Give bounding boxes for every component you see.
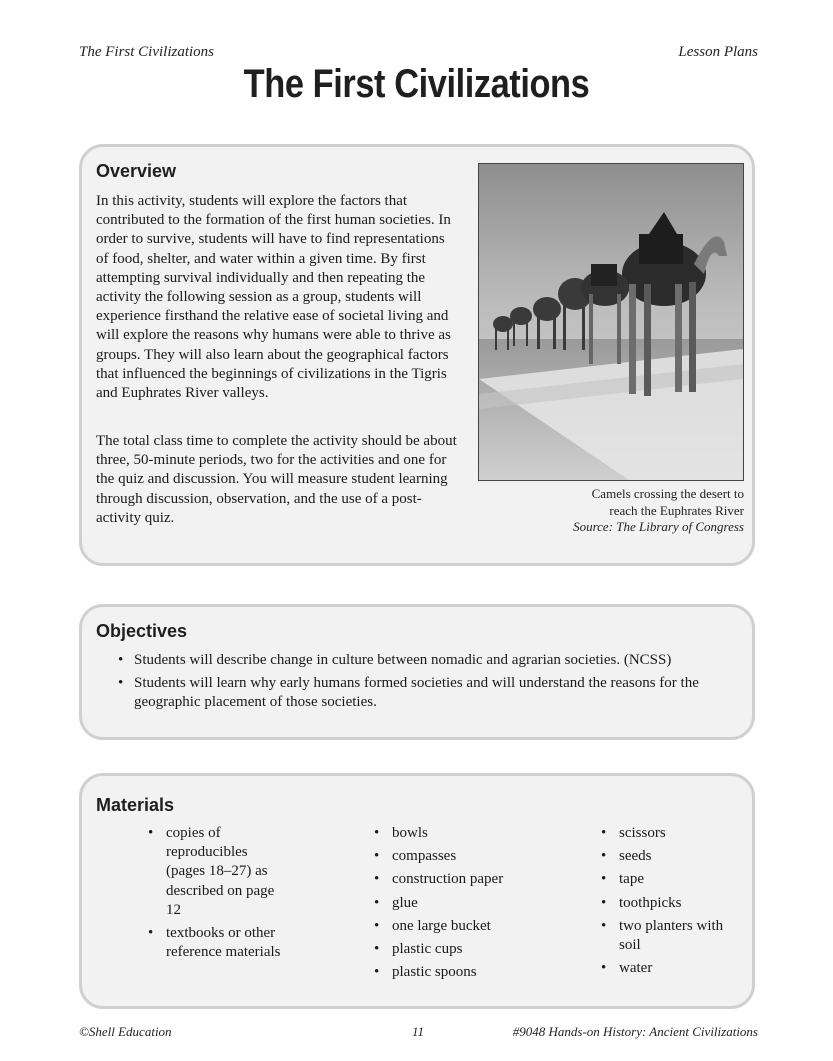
page-title: The First Civilizations xyxy=(243,62,590,106)
bullet-icon: • xyxy=(374,917,380,934)
caption-source: Source: The Library of Congress xyxy=(573,519,744,534)
material-text: plastic cups xyxy=(392,941,463,958)
overview-paragraph-2: The total class time to complete the activity should be about three, 50-minute periods, two for the activities and one for the quiz and discussion. You will measure student learning through discussion, observation, and the use of a post-activity quiz. xyxy=(96,433,457,526)
bullet-icon: • xyxy=(601,825,607,841)
bullet-icon: • xyxy=(601,960,607,977)
material-text: compasses xyxy=(392,848,457,865)
material-item xyxy=(601,959,741,978)
material-item xyxy=(374,870,554,889)
material-item xyxy=(374,917,554,936)
material-item xyxy=(374,963,554,982)
material-item xyxy=(374,940,554,959)
material-text: construction paper xyxy=(392,871,504,888)
objective-text: Students will describe change in culture between nomadic and agrarian societies. (NCSS) xyxy=(134,652,672,668)
bullet-icon: • xyxy=(374,848,380,865)
overview-heading: Overview xyxy=(96,161,177,181)
material-item xyxy=(601,847,741,866)
bullet-icon: • xyxy=(148,825,154,841)
material-text: textbooks or other reference materials xyxy=(166,925,281,961)
running-head-left: The First Civilizations xyxy=(79,44,215,60)
footer-book-title: #9048 Hands-on History: Ancient Civilizations xyxy=(512,1024,758,1039)
material-item xyxy=(374,824,554,843)
bullet-icon: • xyxy=(374,871,380,888)
material-text: one large bucket xyxy=(392,917,491,934)
materials-column-2 xyxy=(374,824,554,986)
objectives-panel xyxy=(79,604,755,740)
material-item xyxy=(601,894,741,913)
material-text: copies of reproducibles (pages 18–27) as described on page 12 xyxy=(166,825,275,918)
objective-text: Students will learn why early humans formed societies and will understand the reasons for the geographic placement of those societies. xyxy=(134,674,699,710)
material-text: seeds xyxy=(619,848,652,865)
material-item xyxy=(601,870,741,889)
bullet-icon: • xyxy=(118,674,124,691)
material-text: bowls xyxy=(392,825,428,841)
materials-panel xyxy=(79,773,755,1009)
bullet-icon: • xyxy=(118,652,124,668)
overview-panel xyxy=(79,144,755,566)
material-text: tape xyxy=(619,871,644,888)
material-text: scissors xyxy=(619,825,666,841)
bullet-icon: • xyxy=(148,925,154,942)
material-item xyxy=(148,824,288,920)
objectives-list xyxy=(118,651,738,716)
material-item xyxy=(148,924,288,962)
running-head-right: Lesson Plans xyxy=(678,44,758,60)
bullet-icon: • xyxy=(601,894,607,911)
material-text: plastic spoons xyxy=(392,964,477,981)
objectives-heading: Objectives xyxy=(96,621,188,641)
photo-caption xyxy=(478,486,744,536)
materials-column-3 xyxy=(601,824,741,982)
material-item xyxy=(374,847,554,866)
material-text: water xyxy=(619,960,653,977)
bullet-icon: • xyxy=(374,894,380,911)
material-text: toothpicks xyxy=(619,894,682,911)
camel-caravan-illustration xyxy=(479,164,743,480)
bullet-icon: • xyxy=(374,825,380,841)
materials-column-1 xyxy=(148,824,288,966)
material-text: two planters with soil xyxy=(619,917,724,954)
material-text: glue xyxy=(392,894,418,911)
caption-line-2: reach the Euphrates River xyxy=(609,502,744,518)
overview-paragraph-1: In this activity, students will explore the factors that contributed to the formation of the first human societies. In order to survive, students will have to find representations of food, shelter, and water within a given time. By first attempting survival individually and then repeating the activity the following session as a group, students will experience firsthand the relative ease of societal living and will explore the reasons why humans were able to thrive as groups. They will also learn about the geographical factors that influenced the beginnings of civilizations in the Tigris and Euphrates River valleys. xyxy=(96,193,451,402)
objective-item xyxy=(118,651,738,671)
footer-page-number: 11 xyxy=(412,1024,425,1039)
bullet-icon: • xyxy=(374,941,380,958)
bullet-icon: • xyxy=(601,917,607,934)
objective-item xyxy=(118,674,738,713)
bullet-icon: • xyxy=(374,964,380,981)
material-item xyxy=(601,917,741,955)
bullet-icon: • xyxy=(601,848,607,865)
material-item xyxy=(601,824,741,843)
materials-heading: Materials xyxy=(96,795,175,815)
bullet-icon: • xyxy=(601,871,607,888)
camel-caravan-photo xyxy=(478,163,744,481)
caption-line-1: Camels crossing the desert to xyxy=(591,486,744,501)
material-item xyxy=(374,894,554,913)
footer-publisher: ©Shell Education xyxy=(79,1024,172,1039)
